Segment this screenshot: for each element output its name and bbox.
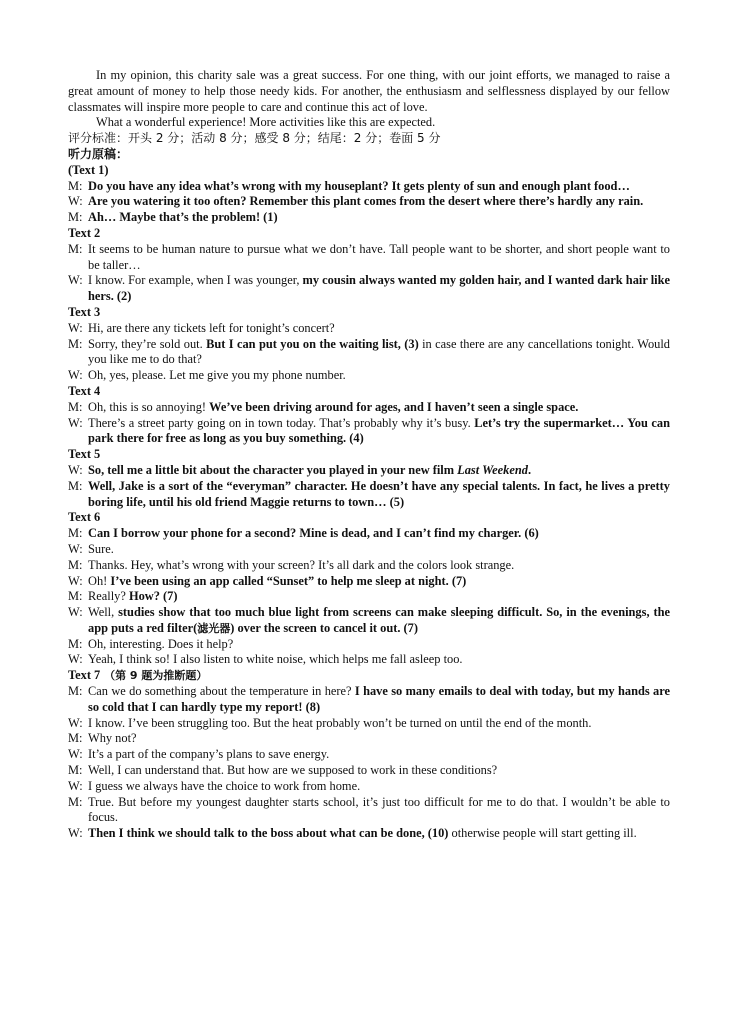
utterance-part: Sure. xyxy=(88,541,114,556)
speaker-label: M: xyxy=(68,684,83,699)
utterance-part: I’ve been using an app called “Sunset” to help me sleep at night. (7) xyxy=(110,573,467,588)
utterance-part: Can we do something about the temperature in here? xyxy=(88,684,355,699)
dialogue-line xyxy=(68,210,670,226)
dialogue-line xyxy=(68,400,670,416)
utterance-part: Oh, interesting. Does it help? xyxy=(88,636,234,651)
speaker-label: W: xyxy=(68,194,83,209)
utterance-part: It seems to be human nature to pursue what we don’t have. Tall people want to be shorter, and short people want to be taller… xyxy=(88,241,670,272)
dialogue-line xyxy=(68,637,670,653)
utterance-part: I guess we always have the choice to work from home. xyxy=(88,778,361,793)
dialogue-line xyxy=(68,652,670,668)
text-heading-label: (Text 1) xyxy=(68,162,109,177)
text-heading xyxy=(68,305,670,321)
utterance xyxy=(88,273,670,305)
dialogue-line xyxy=(68,574,670,590)
speaker-label: W: xyxy=(68,541,83,556)
utterance-part: Can I borrow your phone for a second? Mine is dead, and I can’t find my charger. (6) xyxy=(88,526,539,541)
utterance xyxy=(88,637,670,653)
dialogue-line xyxy=(68,337,670,369)
utterance-part: Thanks. Hey, what’s wrong with your screen? It’s all dark and the colors look strange. xyxy=(88,557,515,572)
transcript-title: 听力原稿： xyxy=(68,146,129,161)
utterance-part: Oh, this is so annoying! xyxy=(88,399,210,414)
speaker-label: W: xyxy=(68,415,83,430)
dialogue-line xyxy=(68,716,670,732)
speaker-label: W: xyxy=(68,652,83,667)
dialogue-line xyxy=(68,273,670,305)
utterance-part: So, tell me a little bit about the character you played in your new film xyxy=(88,462,458,477)
utterance-part: my cousin always wanted my golden hair, and I wanted dark hair like hers. (2) xyxy=(88,273,670,304)
utterance xyxy=(88,337,670,369)
essay-paragraph-2: What a wonderful experience! More activities like this are expected. xyxy=(96,115,436,130)
speaker-label: W: xyxy=(68,778,83,793)
dialogue-line xyxy=(68,731,670,747)
utterance-part: Oh, yes, please. Let me give you my phone number. xyxy=(88,368,346,383)
utterance-part: in case there are any cancellations tonight. Would you like me to do that? xyxy=(88,336,670,367)
speaker-label: M: xyxy=(68,589,83,604)
transcript xyxy=(68,163,670,842)
speaker-label: M: xyxy=(68,478,83,493)
utterance-part: Sorry, they’re sold out. xyxy=(88,336,207,351)
dialogue-line xyxy=(68,558,670,574)
utterance-part: I have so many emails to deal with today, but my hands are so cold that I can hardly type my report! (8) xyxy=(88,684,670,714)
utterance-part: How? (7) xyxy=(128,589,178,604)
speaker-label: M: xyxy=(68,794,83,809)
utterance xyxy=(88,542,670,558)
text-heading xyxy=(68,384,670,400)
utterance xyxy=(88,558,670,574)
utterance-part: otherwise people will start getting ill. xyxy=(448,826,637,841)
utterance-part: I know. For example, when I was younger, xyxy=(88,273,303,288)
dialogue-line xyxy=(68,542,670,558)
text-heading-label: Text 7 xyxy=(68,668,101,683)
speaker-label: M: xyxy=(68,399,83,414)
speaker-label: M: xyxy=(68,731,83,746)
utterance-part: It’s a part of the company’s plans to save energy. xyxy=(88,747,330,762)
utterance xyxy=(88,795,670,827)
dialogue-line xyxy=(68,747,670,763)
utterance-part: Hi, are there any tickets left for tonight’s concert? xyxy=(88,320,335,335)
dialogue-line xyxy=(68,463,670,479)
utterance-part: Do you have any idea what’s wrong with my houseplant? It gets plenty of sun and enough plant food… xyxy=(88,178,630,193)
dialogue-line xyxy=(68,242,670,274)
utterance xyxy=(88,779,670,795)
dialogue-line xyxy=(68,589,670,605)
text-heading xyxy=(68,447,670,463)
speaker-label: W: xyxy=(68,605,83,620)
utterance xyxy=(88,321,670,337)
speaker-label: W: xyxy=(68,715,83,730)
essay-paragraph-1: In my opinion, this charity sale was a great success. For one thing, with our joint efforts, we managed to raise a great amount of money to help those needy kids. For another, the enthusiasm and selflessness displayed by our fellow classmates will inspire more people to care and continue this act of love. xyxy=(68,68,670,114)
speaker-label: W: xyxy=(68,368,83,383)
utterance xyxy=(88,716,670,732)
speaker-label: M: xyxy=(68,636,83,651)
utterance xyxy=(88,652,670,668)
dialogue-line xyxy=(68,368,670,384)
utterance-part: Last Weekend xyxy=(457,462,528,477)
utterance-part: Oh! xyxy=(88,573,111,588)
utterance-part: There’s a street party going on in town today. That’s probably why it’s busy. xyxy=(88,415,475,430)
speaker-label: W: xyxy=(68,573,83,588)
document-page xyxy=(68,68,670,842)
text-heading-label: Text 2 xyxy=(68,225,101,240)
dialogue-line xyxy=(68,763,670,779)
speaker-label: W: xyxy=(68,747,83,762)
utterance-part: Let’s try the supermarket… You can park there for free as long as you buy something. (4) xyxy=(88,415,670,446)
utterance-part: Ah… Maybe that’s the problem! (1) xyxy=(88,210,278,225)
utterance xyxy=(88,526,670,542)
speaker-label: M: xyxy=(68,557,83,572)
utterance-part: Why not? xyxy=(88,731,137,746)
utterance-part: But I can put you on the waiting list, (3) xyxy=(206,336,419,351)
dialogue-line xyxy=(68,194,670,210)
dialogue-line xyxy=(68,605,670,637)
text-heading-note: （第 9 题为推断题） xyxy=(100,669,208,683)
text-heading-label: Text 6 xyxy=(68,510,101,525)
text-heading-label: Text 4 xyxy=(68,383,101,398)
speaker-label: M: xyxy=(68,210,83,225)
text-heading xyxy=(68,226,670,242)
utterance-part: I know. I’ve been struggling too. But the heat probably won’t be turned on until the end of the month. xyxy=(88,715,592,730)
utterance xyxy=(88,400,670,416)
speaker-label: M: xyxy=(68,241,83,256)
speaker-label: M: xyxy=(68,763,83,778)
utterance-part: Really? xyxy=(88,589,129,604)
utterance xyxy=(88,826,670,842)
text-heading xyxy=(68,163,670,179)
dialogue-line xyxy=(68,795,670,827)
dialogue-line xyxy=(68,321,670,337)
dialogue-line xyxy=(68,779,670,795)
utterance-part: We’ve been driving around for ages, and I haven’t seen a single space. xyxy=(209,399,579,414)
utterance xyxy=(88,574,670,590)
speaker-label: M: xyxy=(68,336,83,351)
dialogue-line xyxy=(68,479,670,511)
utterance-part: Well, xyxy=(88,605,119,620)
utterance xyxy=(88,242,670,274)
speaker-label: W: xyxy=(68,462,83,477)
utterance xyxy=(88,747,670,763)
speaker-label: W: xyxy=(68,273,83,288)
utterance-part: 滤光器 xyxy=(197,621,231,635)
speaker-label: M: xyxy=(68,526,83,541)
utterance-part: Then I think we should talk to the boss about what can be done, (10) xyxy=(88,826,449,841)
dialogue-line xyxy=(68,416,670,448)
utterance-part: Yeah, I think so! I also listen to white noise, which helps me fall asleep too. xyxy=(88,652,463,667)
utterance xyxy=(88,589,670,605)
dialogue-line xyxy=(68,526,670,542)
speaker-label: W: xyxy=(68,826,83,841)
text-heading xyxy=(68,668,670,684)
text-heading xyxy=(68,510,670,526)
utterance-part: True. But before my youngest daughter starts school, it’s just too difficult for me to do that. I wouldn’t be able to focus. xyxy=(88,794,670,825)
speaker-label: M: xyxy=(68,178,83,193)
utterance xyxy=(88,368,670,384)
dialogue-line xyxy=(68,684,670,716)
utterance xyxy=(88,731,670,747)
utterance xyxy=(88,179,670,195)
speaker-label: W: xyxy=(68,320,83,335)
scoring-criteria: 评分标准：开头 2 分；活动 8 分；感受 8 分；结尾：2 分；卷面 5 分 xyxy=(68,131,441,146)
utterance-part: . xyxy=(527,462,532,477)
utterance xyxy=(88,763,670,779)
utterance xyxy=(88,210,670,226)
utterance xyxy=(88,194,670,210)
utterance-part: ) over the screen to cancel it out. (7) xyxy=(230,620,418,635)
utterance xyxy=(88,416,670,448)
text-heading-label: Text 3 xyxy=(68,304,101,319)
utterance-part: Well, I can understand that. But how are we supposed to work in these conditions? xyxy=(88,763,498,778)
utterance xyxy=(88,479,670,511)
utterance-part: Well, Jake is a sort of the “everyman” character. He doesn’t have any special talents. In fact, he lives a pretty boring life, until his old friend Maggie returns to town… (5) xyxy=(88,478,670,509)
dialogue-line xyxy=(68,826,670,842)
utterance-part: studies show that too much blue light from screens can make sleeping difficult. So, in the evenings, the app puts a red filter( xyxy=(88,605,670,635)
utterance-part: Are you watering it too often? Remember this plant comes from the desert where there’s hardly any rain. xyxy=(88,194,644,209)
text-heading-label: Text 5 xyxy=(68,447,101,462)
utterance xyxy=(88,684,670,716)
utterance xyxy=(88,605,670,637)
utterance xyxy=(88,463,670,479)
dialogue-line xyxy=(68,179,670,195)
